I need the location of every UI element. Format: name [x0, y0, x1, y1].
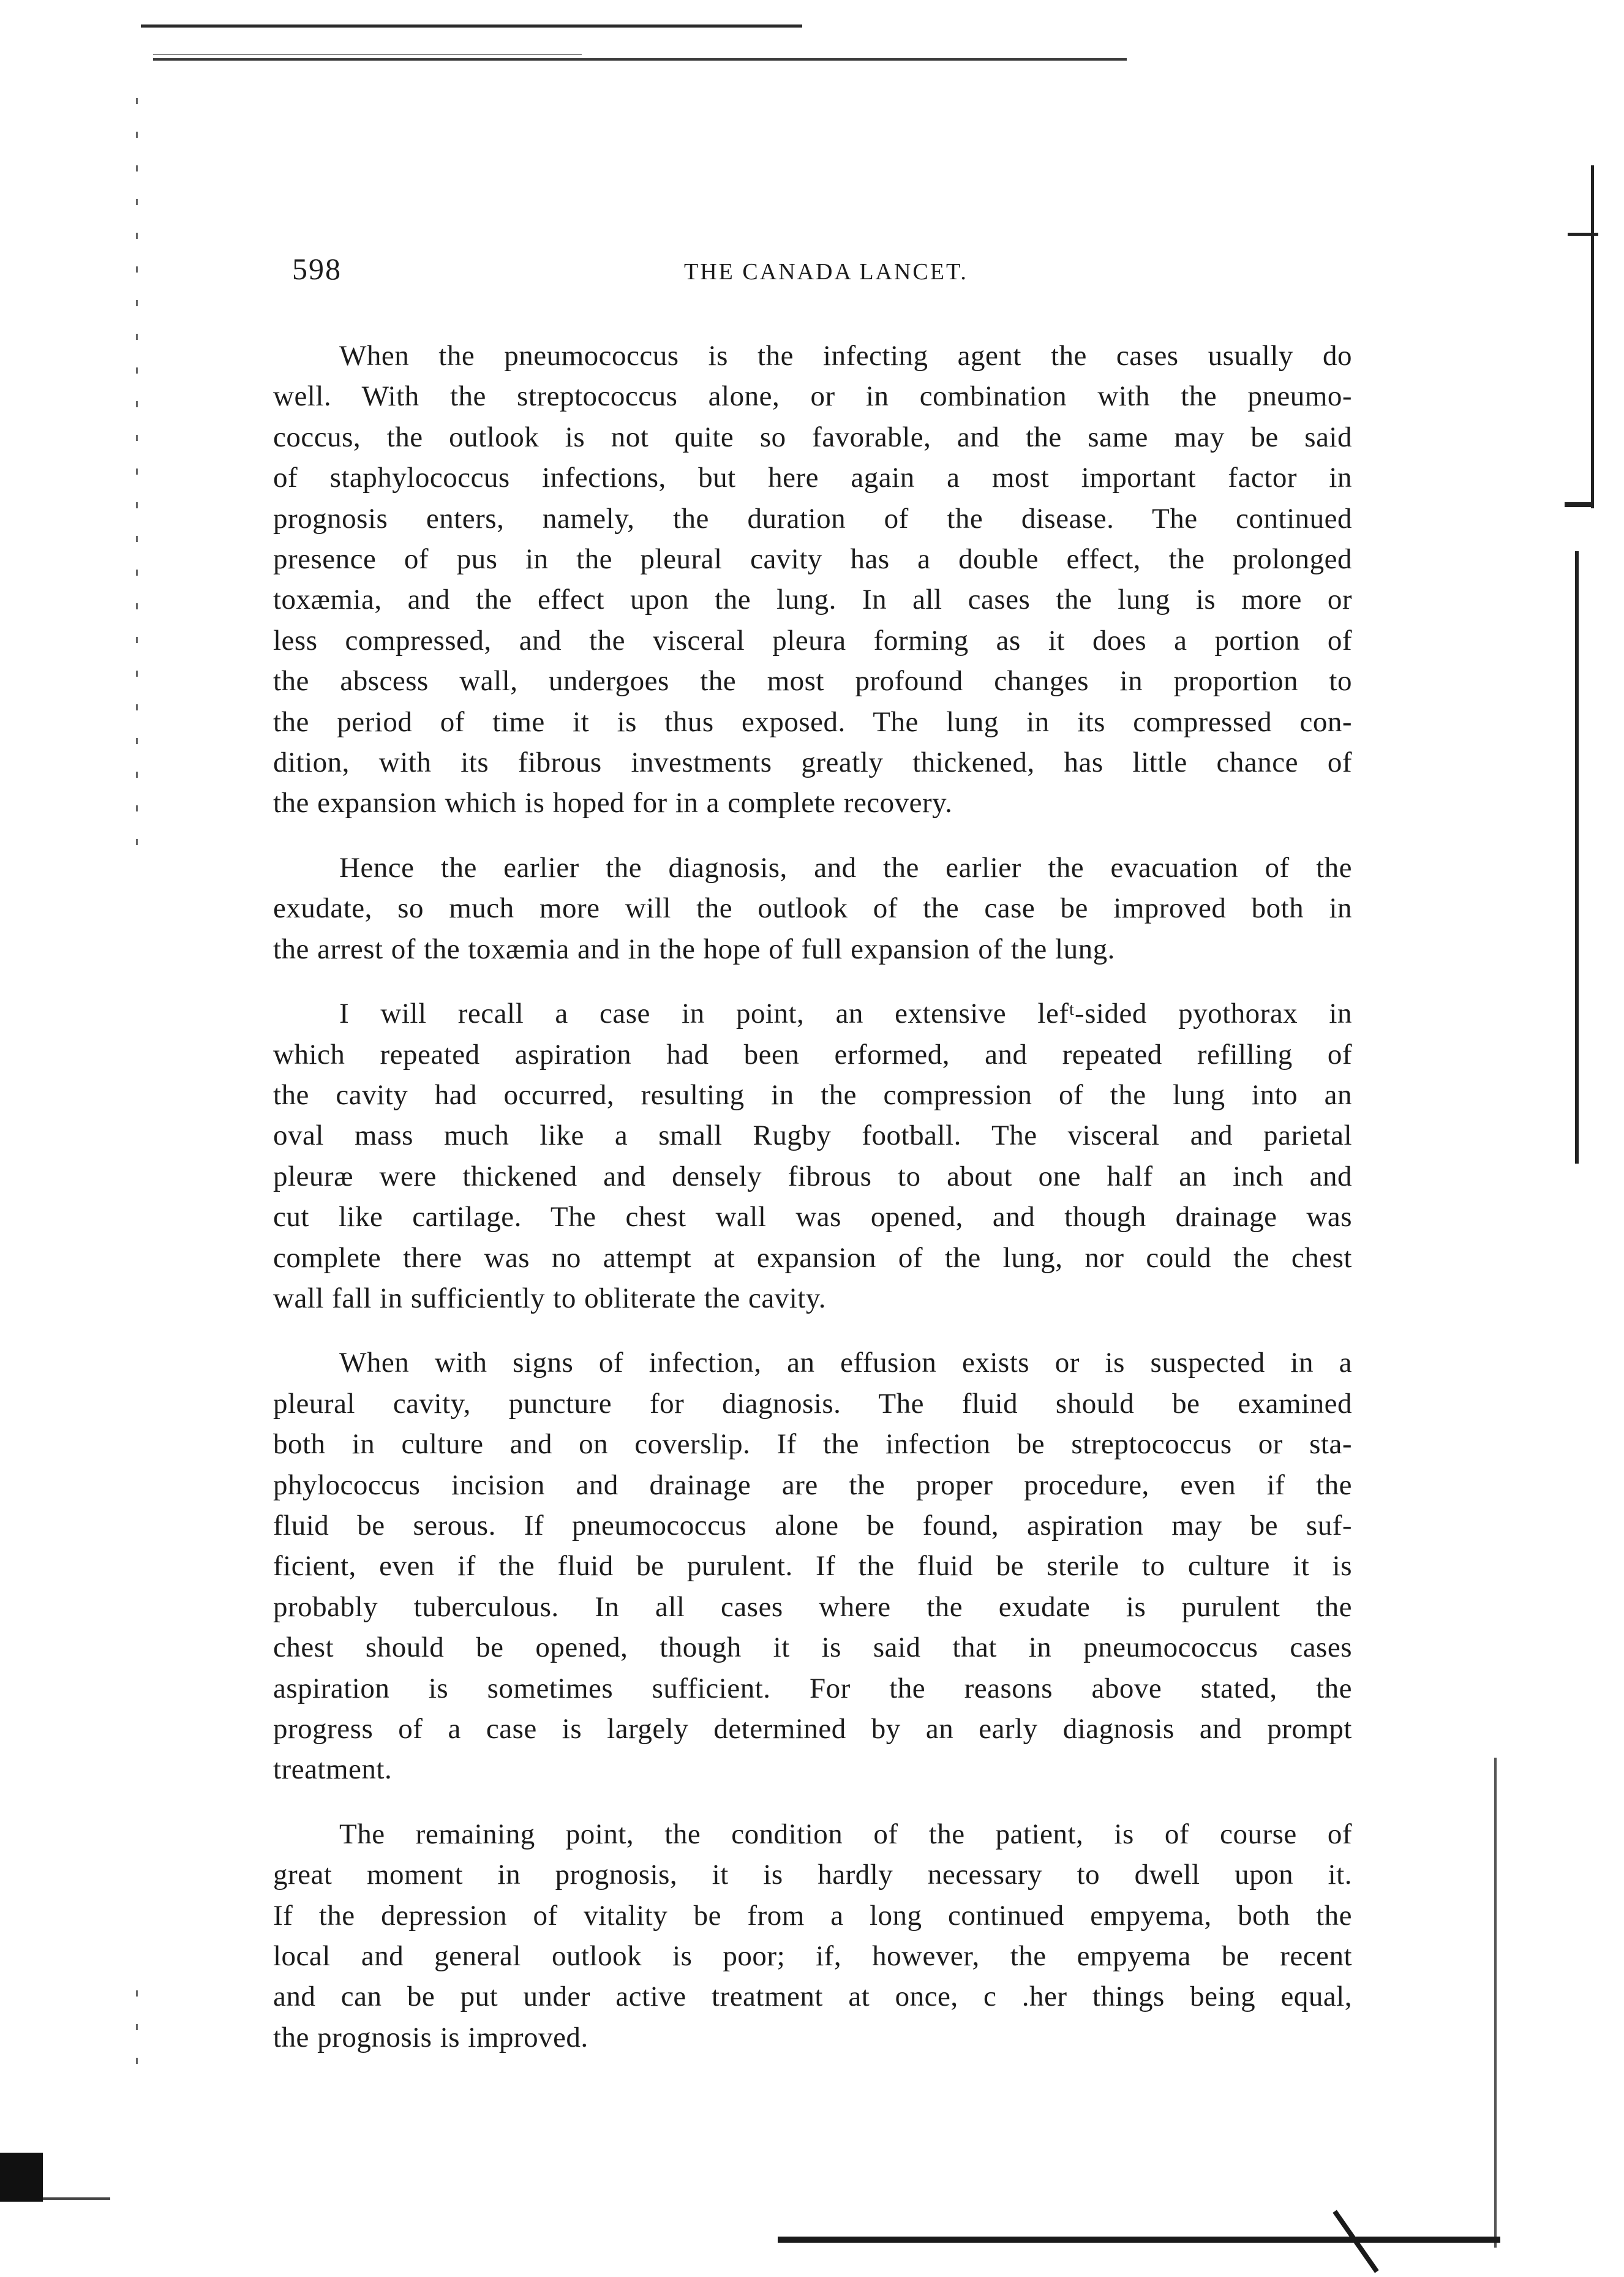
- text-line: of staphylococcus infections, but here again a most important factor in: [273, 462, 1352, 494]
- text-line: If the depression of vitality be from a long continued empyema, both the: [273, 1899, 1352, 1932]
- page-number: 598: [292, 252, 342, 286]
- text-line: When the pneumococcus is the infecting agent the cases usually do: [339, 340, 1352, 372]
- text-line: phylococcus incision and drainage are the proper procedure, even if the: [273, 1469, 1352, 1501]
- text-line: the abscess wall, undergoes the most profound changes in proportion to: [273, 665, 1352, 698]
- scan-rule-top-faint: [153, 54, 582, 55]
- text-line: cut like cartilage. The chest wall was opened, and though drainage was: [273, 1201, 1352, 1233]
- paragraph-1: [273, 336, 1352, 824]
- scan-margin-dots-lower: [136, 1990, 138, 2082]
- scan-edge-tick-lower: [1565, 502, 1592, 507]
- text-line: the expansion which is hoped for in a complete recovery.: [273, 787, 953, 819]
- text-line: wall fall in sufficiently to obliterate the cavity.: [273, 1282, 827, 1314]
- running-title: THE CANADA LANCET.: [684, 259, 968, 285]
- body-text: [273, 336, 1352, 2082]
- text-line: Hence the earlier the diagnosis, and the earlier the evacuation of the: [339, 851, 1352, 884]
- scan-corner-mark-tail: [43, 2197, 110, 2200]
- scan-rule-top: [141, 24, 802, 28]
- text-line: complete there was no attempt at expansion of the lung, nor could the chest: [273, 1241, 1352, 1274]
- text-line: pleural cavity, puncture for diagnosis. The fluid should be examined: [273, 1387, 1352, 1420]
- text-line: the period of time it is thus exposed. The lung in its compressed con-: [273, 706, 1352, 738]
- text-line: coccus, the outlook is not quite so favorable, and the same may be said: [273, 421, 1352, 453]
- text-line: great moment in prognosis, it is hardly necessary to dwell upon it.: [273, 1859, 1352, 1891]
- text-line: oval mass much like a small Rugby football. The visceral and parietal: [273, 1120, 1352, 1152]
- text-line: prognosis enters, namely, the duration of the disease. The continued: [273, 502, 1352, 535]
- text-line: When with signs of infection, an effusion exists or is suspected in a: [339, 1347, 1352, 1379]
- text-line: toxæmia, and the effect upon the lung. In all cases the lung is more or: [273, 584, 1352, 616]
- text-line: which repeated aspiration had been erformed, and repeated refilling of: [273, 1038, 1352, 1071]
- page-header: [292, 251, 1358, 294]
- text-line: and can be put under active treatment at once, c .her things being equal,: [273, 1981, 1352, 2013]
- text-line: progress of a case is largely determined by an early diagnosis and prompt: [273, 1713, 1352, 1745]
- text-line: both in culture and on coverslip. If the infection be streptococcus or sta-: [273, 1428, 1352, 1461]
- text-line: the cavity had occurred, resulting in the compression of the lung into an: [273, 1078, 1352, 1111]
- scan-edge-tick-upper: [1568, 233, 1598, 236]
- text-line: pleuræ were thickened and densely fibrous to about one half an inch and: [273, 1160, 1352, 1192]
- paragraph-2: [273, 848, 1352, 969]
- text-line: the prognosis is improved.: [273, 2021, 588, 2053]
- text-line: ficient, even if the fluid be purulent. If the fluid be sterile to culture it is: [273, 1550, 1352, 1583]
- paragraph-4: [273, 1342, 1352, 1790]
- scan-margin-dots-upper: [136, 98, 138, 845]
- paragraph-3: [273, 993, 1352, 1319]
- text-line: The remaining point, the condition of the patient, is of course of: [339, 1818, 1352, 1850]
- scan-rule-bottom: [778, 2237, 1500, 2243]
- scan-corner-mark: [0, 2153, 43, 2202]
- text-line: I will recall a case in point, an extensive lefᵗ-sided pyothorax in: [339, 998, 1352, 1030]
- text-line: probably tuberculous. In all cases where the exudate is purulent the: [273, 1590, 1352, 1623]
- scan-edge-right-lower: [1494, 1758, 1497, 2248]
- paragraph-5: [273, 1814, 1352, 2058]
- text-line: local and general outlook is poor; if, however, the empyema be recent: [273, 1940, 1352, 1973]
- scan-edge-right-middle: [1575, 551, 1579, 1164]
- text-line: aspiration is sometimes sufficient. For the reasons above stated, the: [273, 1672, 1352, 1704]
- text-line: well. With the streptococcus alone, or in combination with the pneumo-: [273, 380, 1352, 413]
- scan-edge-right-upper: [1591, 165, 1594, 508]
- text-line: exudate, so much more will the outlook of the case be improved both in: [273, 892, 1352, 925]
- text-line: the arrest of the toxæmia and in the hope of full expansion of the lung.: [273, 933, 1115, 965]
- text-line: treatment.: [273, 1753, 393, 1786]
- scan-rule-top-long: [153, 58, 1127, 61]
- text-line: presence of pus in the pleural cavity has a double effect, the prolonged: [273, 543, 1352, 576]
- text-line: fluid be serous. If pneumococcus alone be found, aspiration may be suf-: [273, 1509, 1352, 1541]
- text-line: less compressed, and the visceral pleura forming as it does a portion of: [273, 624, 1352, 657]
- text-line: chest should be opened, though it is said that in pneumococcus cases: [273, 1632, 1352, 1664]
- text-line: dition, with its fibrous investments greatly thickened, has little chance of: [273, 747, 1352, 779]
